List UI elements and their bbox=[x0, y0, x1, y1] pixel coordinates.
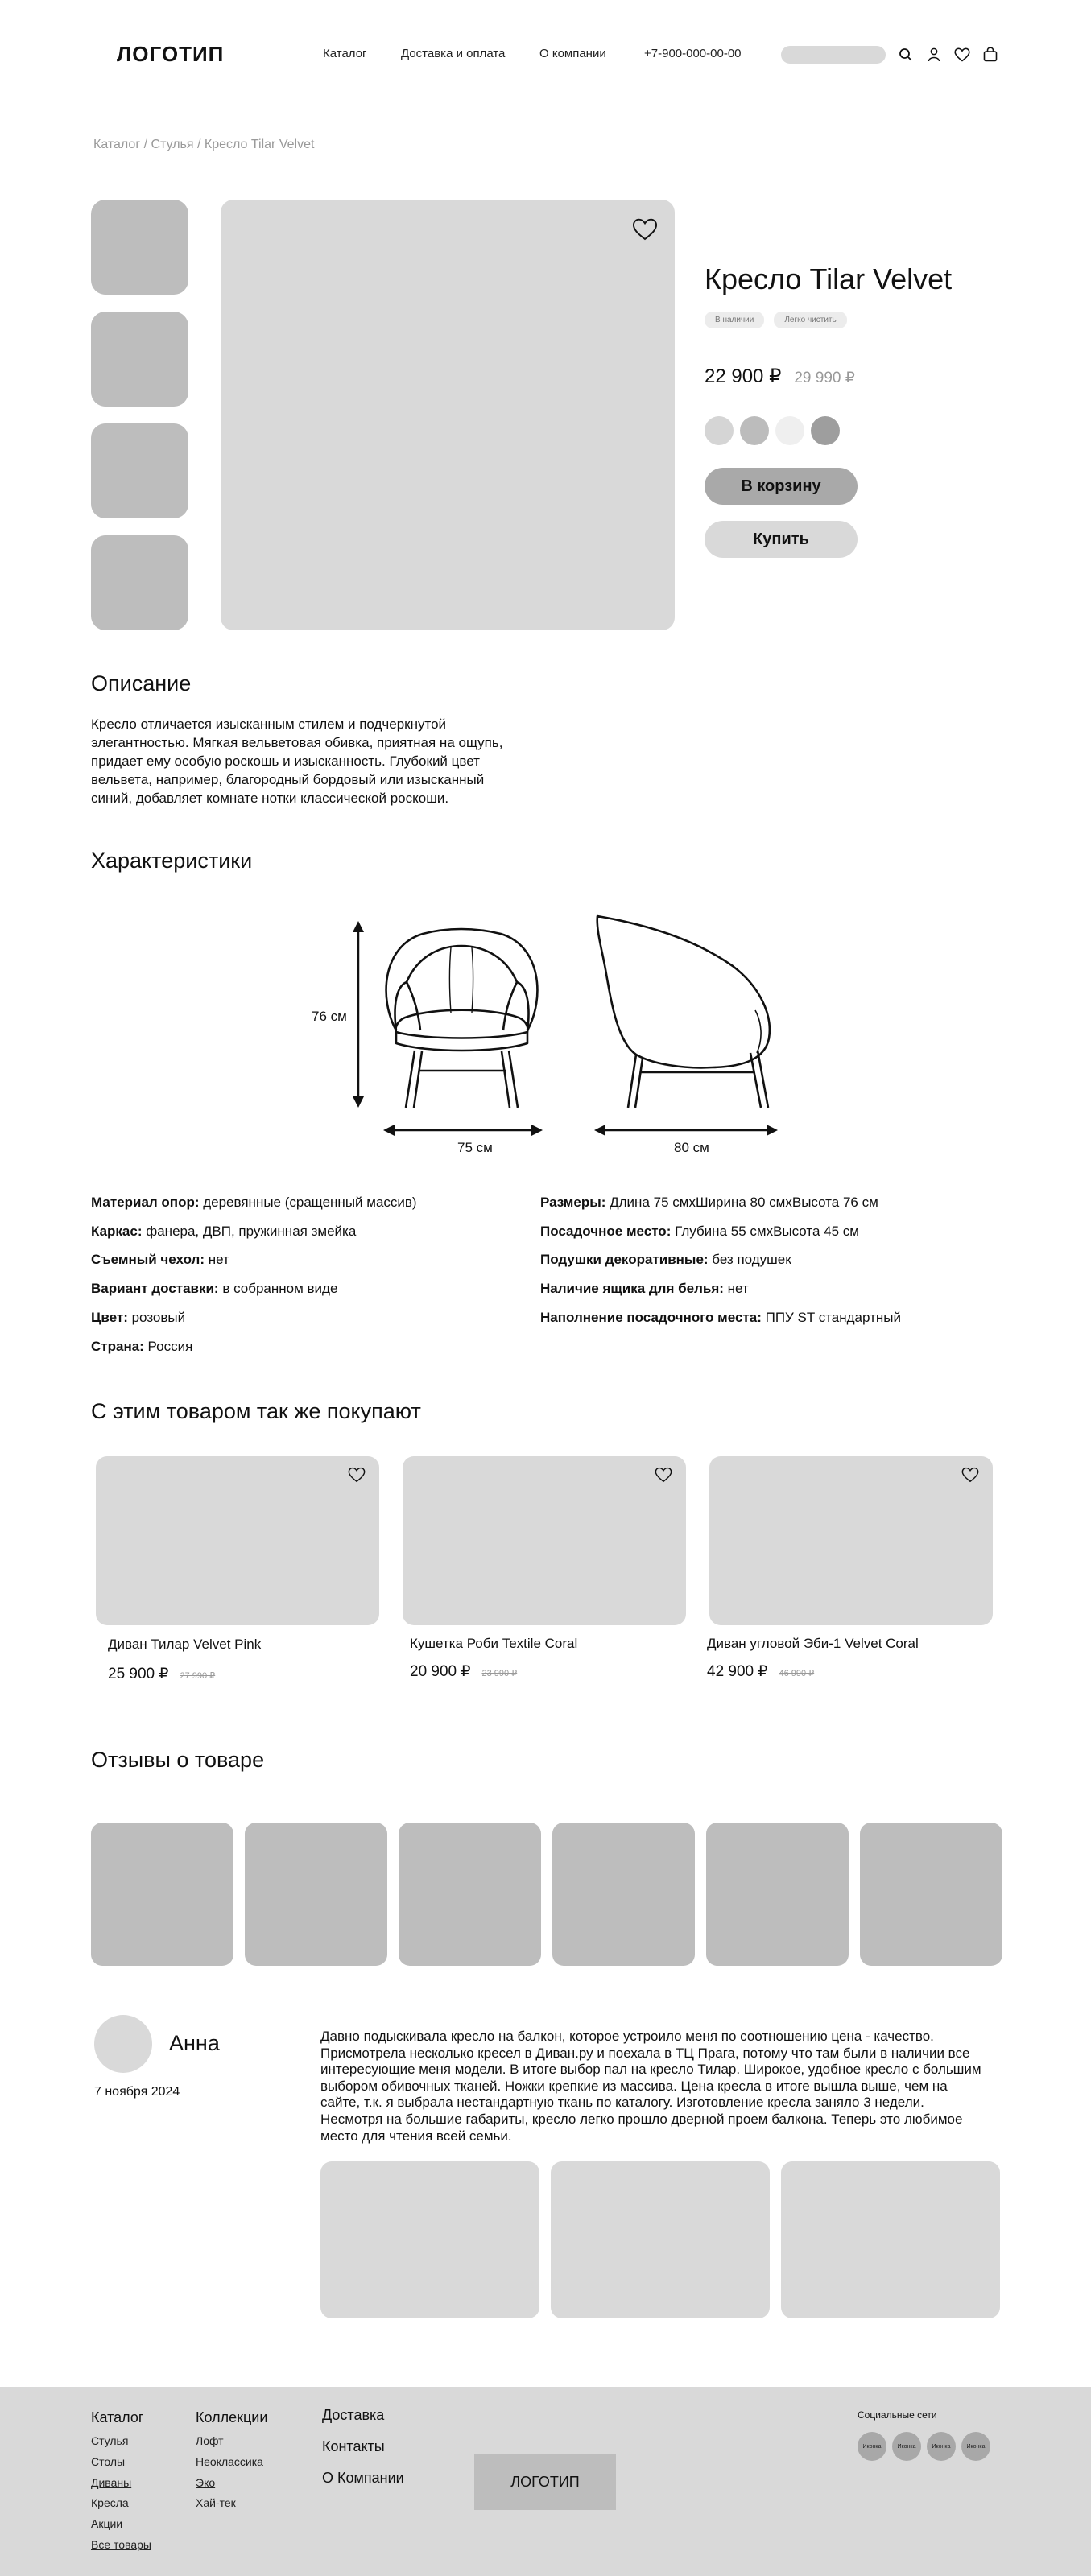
social-icon[interactable]: Иконка bbox=[892, 2432, 921, 2461]
product-card-price: 20 900 ₽ bbox=[410, 1663, 471, 1680]
product-card-title[interactable]: Диван Тилар Velvet Pink bbox=[108, 1637, 262, 1652]
color-swatches bbox=[705, 416, 840, 445]
review-photo[interactable] bbox=[399, 1823, 541, 1966]
footer-logo[interactable]: ЛОГОТИП bbox=[474, 2454, 616, 2510]
spec-row: Материал опор: деревянные (сращенный массив) bbox=[91, 1195, 417, 1210]
product-card-title[interactable]: Кушетка Роби Textile Coral bbox=[410, 1636, 578, 1651]
product-card-price: 42 900 ₽ bbox=[707, 1663, 768, 1680]
spec-row: Наличие ящика для белья: нет bbox=[540, 1281, 749, 1297]
product-tags bbox=[705, 312, 847, 328]
footer-link[interactable]: Стулья bbox=[91, 2434, 129, 2447]
user-icon[interactable] bbox=[925, 46, 943, 64]
description-text: Кресло отличается изысканным стилем и подчеркнутой элегантностью. Мягкая вельветовая обивка, приятная на ощупь, придает ему особую роскошь и изысканность. Глубокий цвет вельвета, например, благородный бордовый или изысканный синий, добавляет комнате нотки классической роскоши. bbox=[91, 716, 503, 806]
product-card-image[interactable] bbox=[403, 1456, 686, 1625]
spec-row: Наполнение посадочного места: ППУ ST стандартный bbox=[540, 1309, 901, 1325]
product-card-title[interactable]: Диван угловой Эби-1 Velvet Coral bbox=[707, 1636, 919, 1651]
footer-link[interactable]: Кресла bbox=[91, 2496, 129, 2510]
footer bbox=[0, 2387, 1091, 2576]
review-photo[interactable] bbox=[552, 1823, 695, 1966]
footer-link[interactable]: Неоклассика bbox=[196, 2454, 263, 2468]
thumbnail-3[interactable] bbox=[91, 423, 188, 518]
social-icon[interactable]: Иконка bbox=[858, 2432, 886, 2461]
review-photo[interactable] bbox=[706, 1823, 849, 1966]
description-title: Описание bbox=[91, 671, 192, 696]
color-swatch[interactable] bbox=[811, 416, 840, 445]
footer-link[interactable]: Столы bbox=[91, 2454, 126, 2468]
product-title: Кресло Tilar Velvet bbox=[705, 262, 953, 295]
review-attachment-photo[interactable] bbox=[551, 2161, 770, 2318]
product-card-old-price: 46 990 ₽ bbox=[779, 1669, 815, 1678]
favorites-icon[interactable] bbox=[953, 46, 971, 64]
color-swatch[interactable] bbox=[705, 416, 734, 445]
product-card-price-row bbox=[108, 1665, 215, 1683]
footer-link[interactable]: Диваны bbox=[91, 2475, 132, 2489]
favorite-heart-icon[interactable] bbox=[632, 217, 658, 246]
logo[interactable]: ЛОГОТИП bbox=[117, 42, 225, 66]
thumbnail-2[interactable] bbox=[91, 312, 188, 407]
add-to-cart-button[interactable]: В корзину bbox=[705, 468, 858, 505]
spec-row: Цвет: розовый bbox=[91, 1309, 186, 1325]
tag-in-stock: В наличии bbox=[705, 312, 764, 328]
review-attachment-photo[interactable] bbox=[781, 2161, 1000, 2318]
specs-right-column bbox=[540, 1188, 901, 1332]
spec-row: Съемный чехол: нет bbox=[91, 1252, 229, 1268]
nav-delivery[interactable]: Доставка и оплата bbox=[401, 47, 506, 60]
color-swatch[interactable] bbox=[775, 416, 804, 445]
search-icon[interactable] bbox=[897, 46, 915, 64]
main-product-image[interactable] bbox=[221, 200, 675, 630]
footer-link[interactable]: Акции bbox=[91, 2517, 123, 2531]
social-title: Социальные сети bbox=[858, 2409, 937, 2421]
specs-left-column bbox=[91, 1188, 417, 1360]
product-card-price: 25 900 ₽ bbox=[108, 1666, 169, 1682]
product-card-image[interactable] bbox=[96, 1456, 379, 1625]
product-card-price-row bbox=[410, 1662, 517, 1681]
product-card-old-price: 27 990 ₽ bbox=[180, 1671, 216, 1681]
nav-phone[interactable]: +7-900-000-00-00 bbox=[644, 47, 742, 60]
card-favorite-icon[interactable] bbox=[655, 1467, 672, 1483]
review-photo-strip bbox=[91, 1823, 1002, 1966]
specs-title: Характеристики bbox=[91, 848, 253, 873]
nav-about[interactable]: О компании bbox=[539, 47, 606, 60]
footer-about-link[interactable]: О Компании bbox=[322, 2470, 404, 2486]
social-icon[interactable]: Иконка bbox=[961, 2432, 990, 2461]
tag-easy-clean: Легко чистить bbox=[774, 312, 846, 328]
product-card-old-price: 23 990 ₽ bbox=[481, 1669, 518, 1678]
review-photo[interactable] bbox=[860, 1823, 1002, 1966]
price-block bbox=[705, 365, 855, 388]
card-favorite-icon[interactable] bbox=[961, 1467, 979, 1483]
review-photo[interactable] bbox=[91, 1823, 233, 1966]
footer-link[interactable]: Эко bbox=[196, 2475, 216, 2489]
reviews-title: Отзывы о товаре bbox=[91, 1748, 265, 1772]
dimension-height-label: 76 см bbox=[312, 1009, 347, 1024]
cart-icon[interactable] bbox=[981, 45, 999, 63]
dimension-width-label: 75 см bbox=[457, 1140, 493, 1155]
spec-row: Страна: Россия bbox=[91, 1338, 193, 1354]
nav-catalog[interactable]: Каталог bbox=[323, 47, 367, 60]
spec-row: Подушки декоративные: без подушек bbox=[540, 1252, 791, 1268]
thumbnail-1[interactable] bbox=[91, 200, 188, 295]
footer-contacts-link[interactable]: Контакты bbox=[322, 2438, 385, 2454]
product-card[interactable] bbox=[403, 1456, 686, 1680]
product-card-price-row bbox=[707, 1662, 814, 1681]
spec-row: Каркас: фанера, ДВП, пружинная змейка bbox=[91, 1223, 357, 1239]
spec-row: Вариант доставки: в собранном виде bbox=[91, 1281, 338, 1297]
footer-link[interactable]: Все товары bbox=[91, 2537, 151, 2551]
old-price: 29 990 ₽ bbox=[794, 369, 855, 386]
footer-link[interactable]: Хай-тек bbox=[196, 2496, 236, 2510]
current-price: 22 900 ₽ bbox=[705, 365, 782, 387]
color-swatch[interactable] bbox=[740, 416, 769, 445]
footer-link[interactable]: Лофт bbox=[196, 2434, 224, 2447]
review-author: Анна bbox=[169, 2031, 220, 2055]
review-photo[interactable] bbox=[245, 1823, 387, 1966]
review-text: Давно подыскивала кресло на балкон, которое устроило меня по соотношению цена - качество. Присмотрела несколько кресел в Диван.ру и поехала в ТЦ Прага, потому что там были в наличии все интересующие меня модели. В итоге выбор пал на кресло Тилар. Широкое, удобное кресло с большим выбором обивочных тканей. Ножки крепкие из массива. Цена кресла в итоге вышла выше, чем на сайте, т.к. я выбрала нестандартную ткань по каталогу. Изготовление кресла заняло 3 недели. Несмотря на большие габариты, кресло легко прошло дверной проем балкона. Теперь это любимое место для чтения всей семьи. bbox=[320, 2029, 981, 2144]
review-date: 7 ноября 2024 bbox=[94, 2085, 180, 2099]
social-icon[interactable]: Иконка bbox=[927, 2432, 956, 2461]
related-title: С этим товаром так же покупают bbox=[91, 1399, 421, 1423]
footer-main-links bbox=[322, 2400, 404, 2494]
product-card[interactable] bbox=[707, 1456, 993, 1680]
dimension-depth-label: 80 см bbox=[674, 1140, 709, 1155]
footer-delivery-link[interactable]: Доставка bbox=[322, 2407, 385, 2423]
avatar bbox=[94, 2015, 152, 2073]
product-card-image[interactable] bbox=[709, 1456, 993, 1625]
footer-catalog-column bbox=[91, 2409, 151, 2556]
spec-row: Посадочное место: Глубина 55 смхВысота 45 см bbox=[540, 1223, 859, 1239]
chair-dimension-drawing bbox=[306, 910, 789, 1167]
footer-collections-title: Коллекции bbox=[196, 2409, 268, 2425]
social-links bbox=[858, 2432, 990, 2461]
footer-catalog-title: Каталог bbox=[91, 2409, 144, 2425]
review-attachment-photo[interactable] bbox=[320, 2161, 539, 2318]
product-card[interactable] bbox=[96, 1456, 379, 1682]
search-input[interactable] bbox=[781, 46, 886, 64]
footer-collections-column bbox=[196, 2409, 267, 2514]
thumbnail-4[interactable] bbox=[91, 535, 188, 630]
review-attachments bbox=[320, 2161, 1000, 2318]
card-favorite-icon[interactable] bbox=[348, 1467, 366, 1483]
spec-row: Размеры: Длина 75 смхШирина 80 смхВысота 76 см bbox=[540, 1195, 878, 1210]
buy-button[interactable]: Купить bbox=[705, 521, 858, 558]
breadcrumb[interactable]: Каталог / Стулья / Кресло Tilar Velvet bbox=[93, 138, 315, 151]
